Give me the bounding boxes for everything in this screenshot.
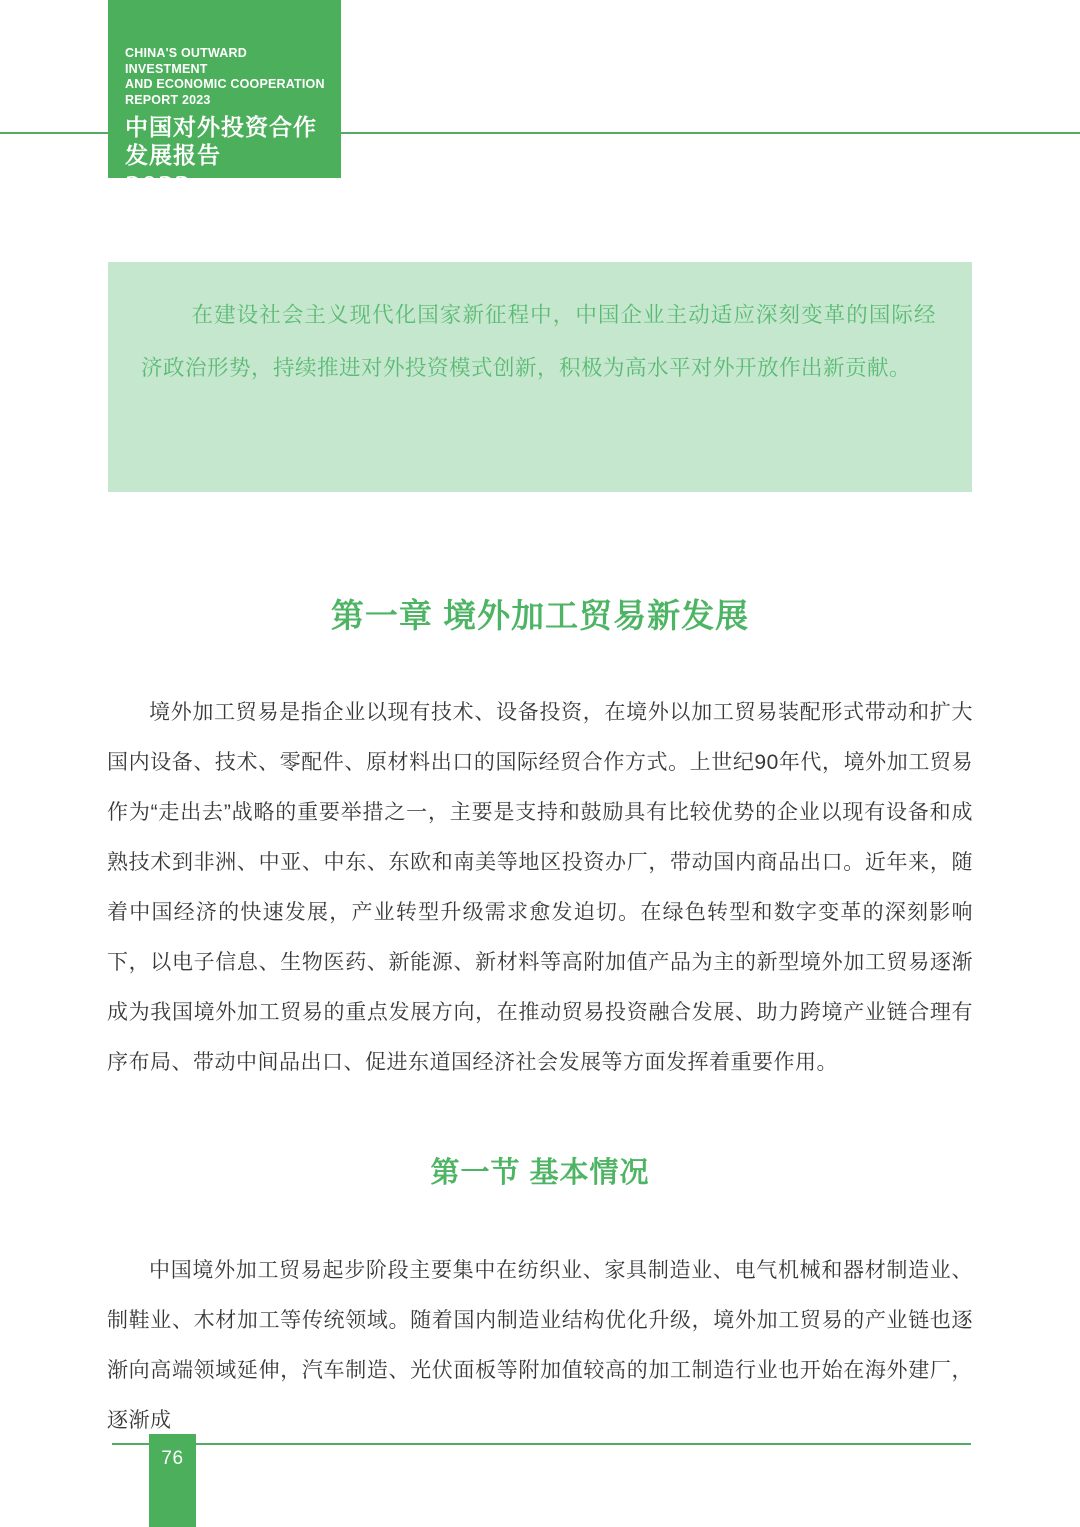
report-year: 2023: [125, 168, 191, 203]
report-title-english-line1: CHINA'S OUTWARD INVESTMENT: [125, 46, 247, 76]
page-number-badge: [149, 1434, 196, 1527]
report-title-english: [125, 46, 329, 108]
report-title-chinese: [125, 113, 329, 169]
report-brand-badge: [108, 0, 341, 203]
section-title: 第一节 基本情况: [430, 1157, 650, 1189]
body-paragraph-2: 中国境外加工贸易起步阶段主要集中在纺织业、家具制造业、电气机械和器材制造业、制鞋业、木材加工等传统领域。随着国内制造业结构优化升级，境外加工贸易的产业链也逐渐向高端领域延伸，汽车制造、光伏面板等附加值较高的加工制造行业也开始在海外建厂，逐渐成: [107, 1259, 973, 1432]
summary-callout-text: 在建设社会主义现代化国家新征程中，中国企业主动适应深刻变革的国际经济政治形势，持续推进对外投资模式创新，积极为高水平对外开放作出新贡献。: [141, 303, 936, 380]
page-number: 76: [161, 1448, 184, 1469]
summary-callout: [108, 262, 972, 492]
footer-rule: [112, 1443, 971, 1445]
chapter-title: 第一章 境外加工贸易新发展: [330, 597, 750, 634]
report-title-english-line2: AND ECONOMIC COOPERATION: [125, 77, 325, 91]
report-title-chinese-line2: 发展报告: [125, 142, 221, 168]
report-title-chinese-line1: 中国对外投资合作: [125, 114, 317, 140]
body-paragraph-1: 境外加工贸易是指企业以现有技术、设备投资，在境外以加工贸易装配形式带动和扩大国内设备、技术、零配件、原材料出口的国际经贸合作方式。上世纪90年代，境外加工贸易作为“走出去”战略的重要举措之一，主要是支持和鼓励具有比较优势的企业以现有设备和成熟技术到非洲、中亚、中东、东欧和南美等地区投资办厂，带动国内商品出口。近年来，随着中国经济的快速发展，产业转型升级需求愈发迫切。在绿色转型和数字变革的深刻影响下，以电子信息、生物医药、新能源、新材料等高附加值产品为主的新型境外加工贸易逐渐成为我国境外加工贸易的重点发展方向，在推动贸易投资融合发展、助力跨境产业链合理有序布局、带动中间品出口、促进东道国经济社会发展等方面发挥着重要作用。: [107, 701, 973, 1074]
report-title-english-line3: REPORT 2023: [125, 92, 211, 107]
